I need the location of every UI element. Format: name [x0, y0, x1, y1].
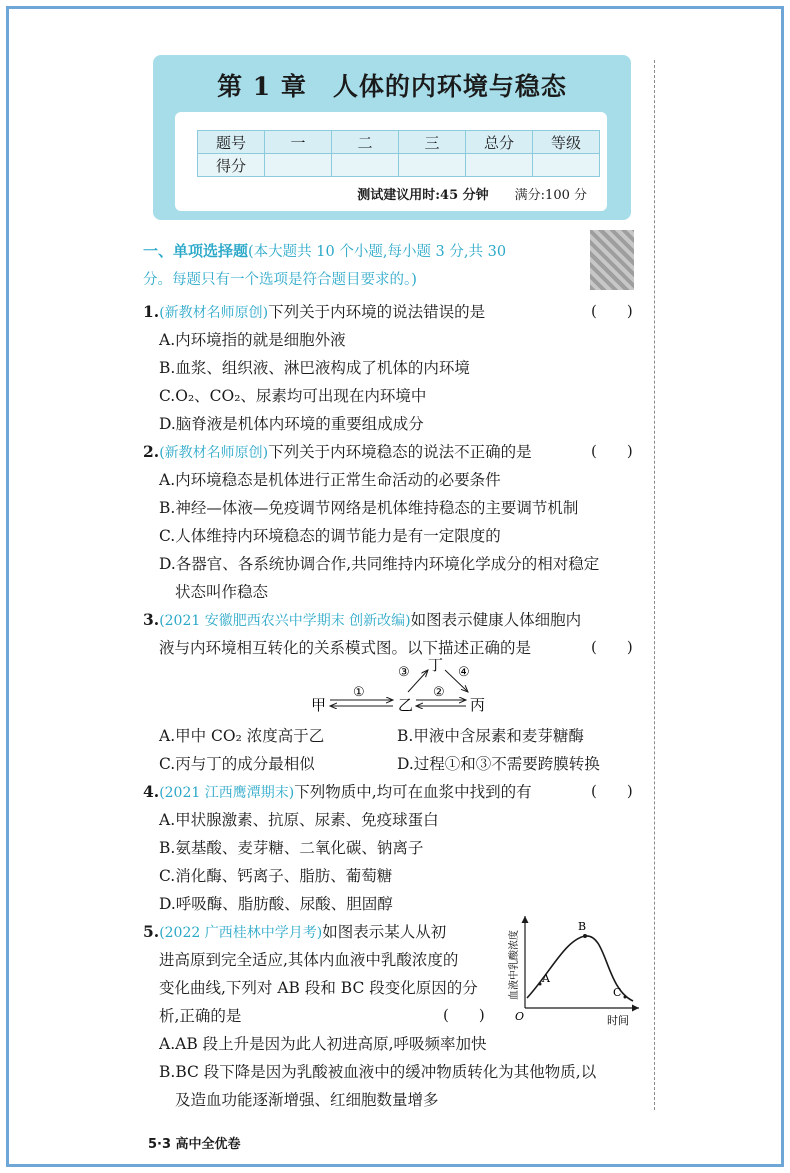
- full-marks: 满分:100 分: [514, 188, 587, 203]
- q2-option-a: A.内环境稳态是机体进行正常生命活动的必要条件: [159, 471, 501, 489]
- q4-option-a: A.甲状腺激素、抗原、尿素、免疫球蛋白: [159, 811, 439, 829]
- process-1: ①: [353, 685, 365, 700]
- graph-label-a: A: [542, 972, 550, 985]
- q2-option-c: C.人体维持内环境稳态的调节能力是有一定限度的: [159, 527, 501, 545]
- q1-answer-paren[interactable]: ( ): [591, 302, 633, 320]
- diagram-node-bing: 丙: [470, 696, 486, 714]
- q1-number: 1.: [143, 302, 160, 321]
- q5-text-1: 如图表示某人从初: [322, 923, 447, 941]
- graph-label-b: B: [578, 920, 587, 933]
- graph-point-c: [624, 996, 627, 999]
- q3-text-1: 如图表示健康人体细胞内: [410, 611, 582, 629]
- process-4: ④: [458, 665, 470, 680]
- process-3: ③: [398, 665, 410, 680]
- score-input-cell[interactable]: [533, 154, 600, 177]
- time-note: 测试建议用时:45 分钟: [357, 188, 489, 203]
- q2-source: (新教材名师原创): [159, 445, 269, 461]
- footer-brand: 5·3 高中全优卷: [148, 1137, 241, 1152]
- diagram-node-jia: 甲: [311, 696, 327, 714]
- score-table: [197, 130, 600, 177]
- score-header-cell: 总分: [466, 131, 533, 154]
- q4-source: (2021 江西鹰潭期末): [159, 785, 295, 801]
- q5-answer-paren[interactable]: ( ): [443, 1006, 485, 1024]
- diagram-node-yi: 乙: [398, 696, 414, 714]
- q1-text: 下列关于内环境的说法错误的是: [268, 303, 486, 321]
- q1-source: (新教材名师原创): [159, 305, 269, 321]
- score-input-cell[interactable]: [466, 154, 533, 177]
- q2-stem: [143, 440, 532, 462]
- q1-option-d: D.脑脊液是机体内环境的重要组成成分: [159, 415, 424, 433]
- time-line: [357, 184, 587, 203]
- q1-option-b: B.血浆、组织液、淋巴液构成了机体的内环境: [159, 359, 470, 377]
- graph-y-label: 血液中乳酸浓度: [509, 930, 520, 1000]
- diagram-node-ding: 丁: [428, 658, 444, 674]
- q3-stem-1: [143, 608, 581, 630]
- q4-option-c: C.消化酶、钙离子、脂肪、葡萄糖: [159, 867, 393, 885]
- q4-stem: [143, 780, 532, 802]
- score-header-cell: 二: [332, 131, 399, 154]
- q5-option-a: A.AB 段上升是因为此人初进高原,呼吸频率加快: [159, 1035, 487, 1053]
- score-row-label: 得分: [198, 154, 265, 177]
- section-title: 一、单项选择题: [143, 242, 249, 260]
- q5-graph: [505, 908, 645, 1028]
- q5-option-b-cont: 及造血功能逐渐增强、红细胞数量增多: [175, 1091, 439, 1109]
- score-header-cell: 题号: [198, 131, 265, 154]
- q3-option-d: D.过程①和③不需要跨膜转换: [397, 755, 600, 773]
- q3-number: 3.: [143, 610, 160, 629]
- q1-option-a: A.内环境指的就是细胞外液: [159, 331, 346, 349]
- q4-answer-paren[interactable]: ( ): [591, 782, 633, 800]
- q1-stem: [143, 300, 485, 322]
- q5-stem-2: 进高原到完全适应,其体内血液中乳酸浓度的: [159, 951, 459, 969]
- score-input-cell[interactable]: [265, 154, 332, 177]
- q5-stem-3: 变化曲线,下列对 AB 段和 BC 段变化原因的分: [159, 979, 478, 997]
- q4-option-b: B.氨基酸、麦芽糖、二氧化碳、钠离子: [159, 839, 424, 857]
- q3-answer-paren[interactable]: ( ): [591, 638, 633, 656]
- q5-option-b: B.BC 段下降是因为乳酸被血液中的缓冲物质转化为其他物质,以: [159, 1063, 597, 1081]
- score-panel: [175, 112, 607, 211]
- score-header-cell: 等级: [533, 131, 600, 154]
- q3-option-a: A.甲中 CO₂ 浓度高于乙: [159, 727, 325, 745]
- q4-number: 4.: [143, 782, 160, 801]
- score-header-cell: 一: [265, 131, 332, 154]
- q2-option-b: B.神经—体液—免疫调节网络是机体维持稳态的主要调节机制: [159, 499, 579, 517]
- q1-option-c: C.O₂、CO₂、尿素均可出现在内环境中: [159, 387, 427, 405]
- cut-line: [654, 60, 655, 1110]
- q5-stem-4: 析,正确的是: [159, 1007, 242, 1025]
- qr-code-icon: [590, 230, 634, 290]
- graph-x-label: 时间: [607, 1014, 629, 1027]
- graph-label-c: C: [613, 986, 622, 999]
- q2-answer-paren[interactable]: ( ): [591, 442, 633, 460]
- section-desc-1: (本大题共 10 个小题,每小题 3 分,共 30: [248, 244, 507, 260]
- graph-point-b: [583, 934, 587, 938]
- q2-option-d: D.各器官、各系统协调合作,共同维持内环境化学成分的相对稳定: [159, 555, 600, 573]
- q3-option-c: C.丙与丁的成分最相似: [159, 755, 315, 773]
- graph-origin: O: [515, 1010, 525, 1023]
- score-input-cell[interactable]: [399, 154, 466, 177]
- section-desc-2: 分。每题只有一个选项是符合题目要求的。): [143, 272, 417, 288]
- arrow-yi-ding: [408, 670, 428, 692]
- q3-option-b: B.甲液中含尿素和麦芽糖酶: [397, 727, 584, 745]
- score-input-cell[interactable]: [332, 154, 399, 177]
- q4-text: 下列物质中,均可在血浆中找到的有: [294, 783, 532, 801]
- q2-number: 2.: [143, 442, 160, 461]
- chapter-header: [153, 55, 631, 220]
- q2-text: 下列关于内环境稳态的说法不正确的是: [268, 443, 532, 461]
- section-header: [143, 240, 506, 261]
- q2-option-d-cont: 状态叫作稳态: [175, 583, 269, 601]
- q3-diagram: [308, 658, 508, 724]
- q5-stem-1: [143, 920, 446, 942]
- score-header-cell: 三: [399, 131, 466, 154]
- process-2: ②: [433, 685, 445, 700]
- chapter-title: 第 1 章 人体的内环境与稳态: [217, 72, 567, 101]
- q5-source: (2022 广西桂林中学月考): [159, 925, 323, 941]
- q4-option-d: D.呼吸酶、脂肪酸、尿酸、胆固醇: [159, 895, 393, 913]
- q3-stem-2: 液与内环境相互转化的关系模式图。以下描述正确的是: [159, 639, 532, 657]
- q5-number: 5.: [143, 922, 160, 941]
- q3-source: (2021 安徽肥西农兴中学期末 创新改编): [159, 613, 411, 629]
